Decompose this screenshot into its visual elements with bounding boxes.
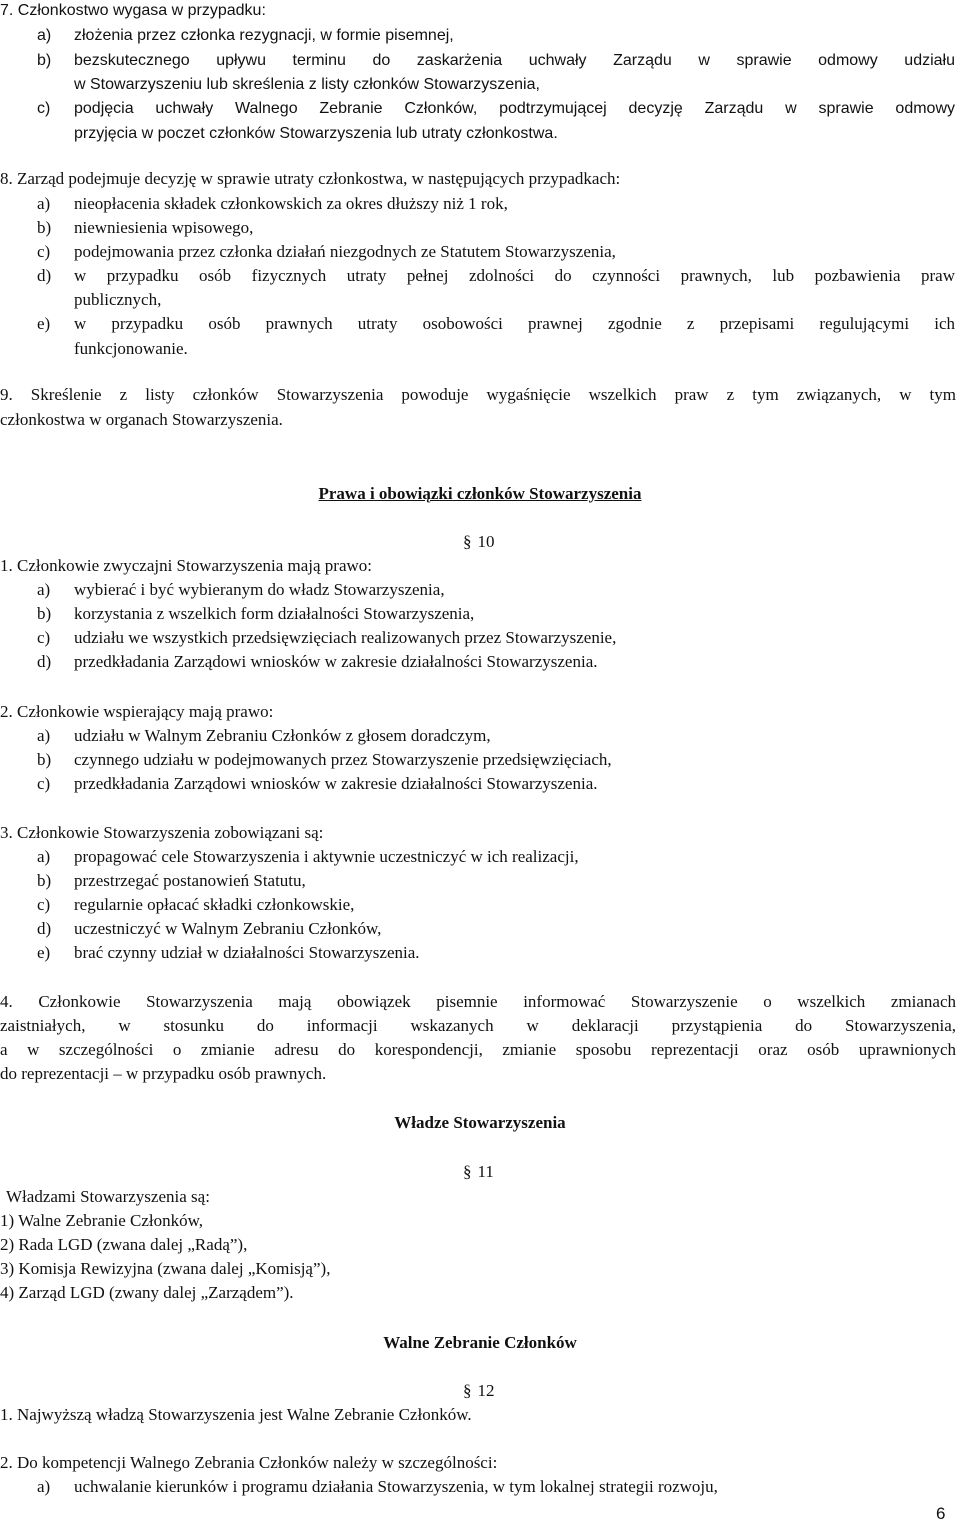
list-item: a) nieopłacenia składek członkowskich za okres dłuższy niż 1 rok, bbox=[37, 194, 508, 213]
list-item: a) wybierać i być wybieranym do władz Stowarzyszenia, bbox=[37, 580, 445, 599]
section-number-12: § 12 bbox=[463, 1381, 495, 1400]
list-item: b) przestrzegać postanowień Statutu, bbox=[37, 871, 306, 890]
rights-3-heading: 3. Członkowie Stowarzyszenia zobowiązani są: bbox=[0, 823, 324, 842]
rights-4-line: zaistniałych, w stosunku do informacji wskazanych w deklaracji przystąpienia do Stowarzyszenia, bbox=[0, 1016, 956, 1035]
authorities-item: 4) Zarząd LGD (zwany dalej „Zarządem”). bbox=[0, 1283, 294, 1302]
general-meeting-2-heading: 2. Do kompetencji Walnego Zebrania Członków należy w szczególności: bbox=[0, 1453, 498, 1472]
general-meeting-1: 1. Najwyższą władzą Stowarzyszenia jest Walne Zebranie Członków. bbox=[0, 1405, 472, 1424]
list-item: b) bezskutecznego upływu terminu do zaskarżenia uchwały Zarządu w sprawie odmowy udziału bbox=[37, 52, 955, 69]
section-heading-authorities: Władze Stowarzyszenia bbox=[394, 1113, 566, 1132]
paragraph-9-line: członkostwa w organach Stowarzyszenia. bbox=[0, 410, 283, 429]
list-item: b) czynnego udziału w podejmowanych przez Stowarzyszenie przedsięwzięciach, bbox=[37, 750, 612, 769]
section-sign: § bbox=[463, 1381, 472, 1400]
list-item-continuation: przyjęcia w poczet członków Stowarzyszenia lub utraty członkostwa. bbox=[74, 125, 558, 142]
rights-4-line: do reprezentacji – w przypadku osób prawnych. bbox=[0, 1064, 327, 1083]
list-item: a) złożenia przez członka rezygnacji, w formie pisemnej, bbox=[37, 27, 454, 44]
list-item: d) w przypadku osób fizycznych utraty pełnej zdolności do czynności prawnych, lub pozbawienia praw bbox=[37, 266, 955, 285]
list-item: b) korzystania z wszelkich form działalności Stowarzyszenia, bbox=[37, 604, 475, 623]
list-item: c) podjęcia uchwały Walnego Zebranie Członków, podtrzymującej decyzję Zarządu w sprawie odmowy bbox=[37, 100, 955, 117]
list-item-continuation: publicznych, bbox=[74, 290, 162, 309]
section-sign: § bbox=[463, 532, 472, 551]
authorities-item: 2) Rada LGD (zwana dalej „Radą”), bbox=[0, 1235, 248, 1254]
list-item: b) niewniesienia wpisowego, bbox=[37, 218, 254, 237]
rights-4-line: a w szczególności o zmianie adresu do korespondencji, zmianie sposobu reprezentacji oraz osób uprawnionych bbox=[0, 1040, 956, 1059]
section-number-11: § 11 bbox=[463, 1162, 494, 1181]
list-item: d) przedkładania Zarządowi wniosków w zakresie działalności Stowarzyszenia. bbox=[37, 652, 598, 671]
list-item-continuation: w Stowarzyszeniu lub skreślenia z listy członków Stowarzyszenia, bbox=[74, 76, 540, 93]
paragraph-7-heading: 7. Członkostwo wygasa w przypadku: bbox=[0, 2, 266, 19]
section-heading-general-meeting: Walne Zebranie Członków bbox=[383, 1333, 577, 1352]
authorities-item: 1) Walne Zebranie Członków, bbox=[0, 1211, 204, 1230]
section-sign: § bbox=[463, 1162, 472, 1181]
list-item: c) udziału we wszystkich przedsięwzięciach realizowanych przez Stowarzyszenie, bbox=[37, 628, 617, 647]
list-item: a) uchwalanie kierunków i programu działania Stowarzyszenia, w tym lokalnej strategii rozwoju, bbox=[37, 1477, 718, 1496]
list-item-continuation: funkcjonowanie. bbox=[74, 339, 188, 358]
section-number-10: § 10 bbox=[463, 532, 495, 551]
list-item: e) brać czynny udział w działalności Stowarzyszenia. bbox=[37, 943, 420, 962]
list-item: a) udziału w Walnym Zebraniu Członków z głosem doradczym, bbox=[37, 726, 491, 745]
list-item: c) regularnie opłacać składki członkowskie, bbox=[37, 895, 355, 914]
paragraph-9-line: 9. Skreślenie z listy członków Stowarzyszenia powoduje wygaśnięcie wszelkich praw z tym związanych, w tym bbox=[0, 385, 956, 404]
rights-4-line: 4. Członkowie Stowarzyszenia mają obowiązek pisemnie informować Stowarzyszenie o wszelkich zmianach bbox=[0, 992, 956, 1011]
list-item: e) w przypadku osób prawnych utraty osobowości prawnej zgodnie z przepisami regulującymi ich bbox=[37, 314, 955, 333]
list-item: c) przedkładania Zarządowi wniosków w zakresie działalności Stowarzyszenia. bbox=[37, 774, 598, 793]
page-number: 6 bbox=[936, 1504, 946, 1523]
authorities-item: 3) Komisja Rewizyjna (zwana dalej „Komisją”), bbox=[0, 1259, 331, 1278]
list-item: d) uczestniczyć w Walnym Zebraniu Członków, bbox=[37, 919, 382, 938]
section-heading-rights: Prawa i obowiązki członków Stowarzyszenia bbox=[318, 484, 642, 503]
list-item: a) propagować cele Stowarzyszenia i aktywnie uczestniczyć w ich realizacji, bbox=[37, 847, 579, 866]
authorities-intro: Władzami Stowarzyszenia są: bbox=[6, 1187, 210, 1206]
rights-2-heading: 2. Członkowie wspierający mają prawo: bbox=[0, 702, 274, 721]
rights-1-heading: 1. Członkowie zwyczajni Stowarzyszenia mają prawo: bbox=[0, 556, 372, 575]
paragraph-8-heading: 8. Zarząd podejmuje decyzję w sprawie utraty członkostwa, w następujących przypadkach: bbox=[0, 169, 621, 188]
list-item: c) podejmowania przez członka działań niezgodnych ze Statutem Stowarzyszenia, bbox=[37, 242, 616, 261]
